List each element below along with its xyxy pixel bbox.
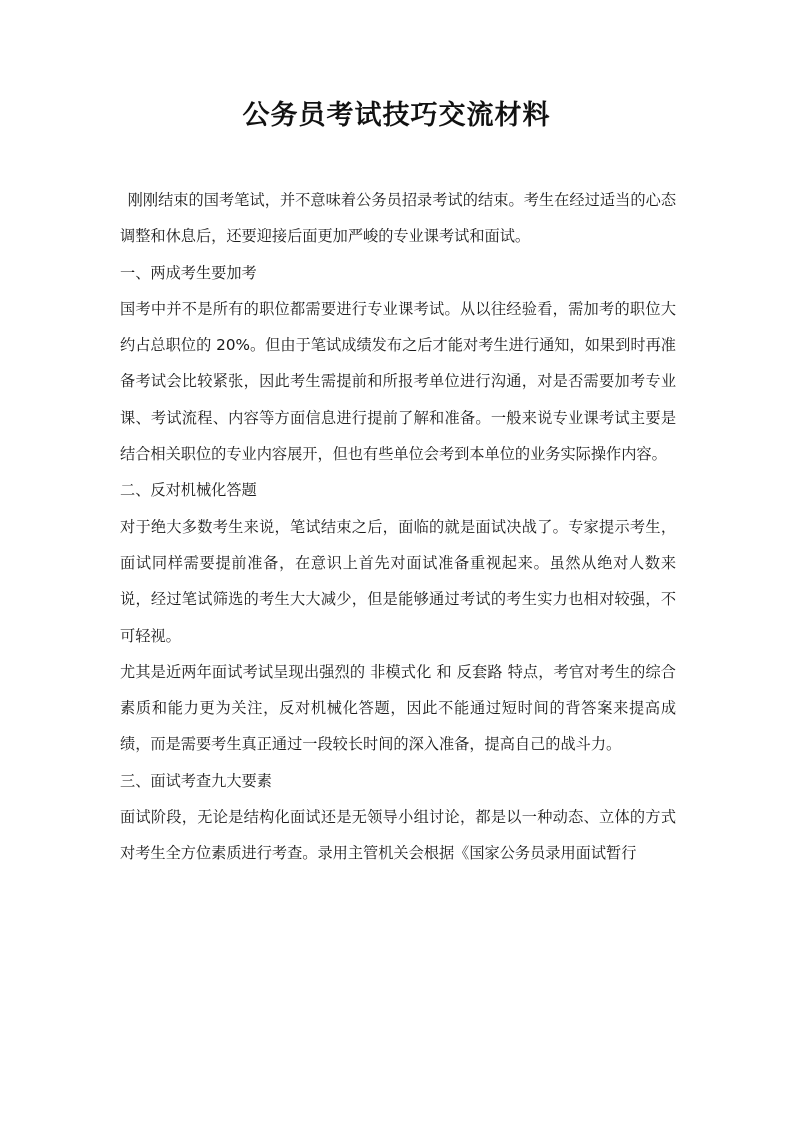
section-heading-2: 二、反对机械化答题: [120, 481, 257, 500]
document-title: 公务员考试技巧交流材料: [242, 100, 551, 131]
section-3-paragraph: 面试阶段，无论是结构化面试还是无领导小组讨论，都是以一种动态、立体的方式对考生全方位素质进行考查。录用主管机关会根据《国家公务员录用面试暂行: [120, 808, 676, 863]
section-2-paragraph-2: 尤其是近两年面试考试呈现出强烈的 非模式化 和 反套路 特点，考官对考生的综合素质和能力更为关注，反对机械化答题，因此不能通过短时间的背答案来提高成绩，而是需要考生真正通过一段较长时间的深入准备，提高自己的战斗力。: [120, 662, 676, 754]
document-body: [120, 182, 676, 872]
intro-paragraph: 刚刚结束的国考笔试，并不意味着公务员招录考试的结束。考生在经过适当的心态调整和休息后，还要迎接后面更加严峻的专业课考试和面试。: [120, 191, 676, 246]
section-2-paragraph-1: 对于绝大多数考生来说，笔试结束之后，面临的就是面试决战了。专家提示考生，面试同样需要提前准备，在意识上首先对面试准备重视起来。虽然从绝对人数来说，经过笔试筛选的考生大大减少，但是能够通过考试的考生实力也相对较强，不可轻视。: [120, 517, 676, 645]
section-heading-3: 三、面试考查九大要素: [120, 771, 272, 790]
section-1-paragraph: 国考中并不是所有的职位都需要进行专业课考试。从以往经验看，需加考的职位大约占总职位的 20%。但由于笔试成绩发布之后才能对考生进行通知，如果到时再准备考试会比较紧张，因此考生需提前和所报考单位进行沟通，对是否需要加考专业课、考试流程、内容等方面信息进行提前了解和准备。一般来说专业课考试主要是结合相关职位的专业内容展开，但也有些单位会考到本单位的业务实际操作内容。: [120, 299, 676, 464]
section-heading-1: 一、两成考生要加考: [120, 263, 257, 282]
